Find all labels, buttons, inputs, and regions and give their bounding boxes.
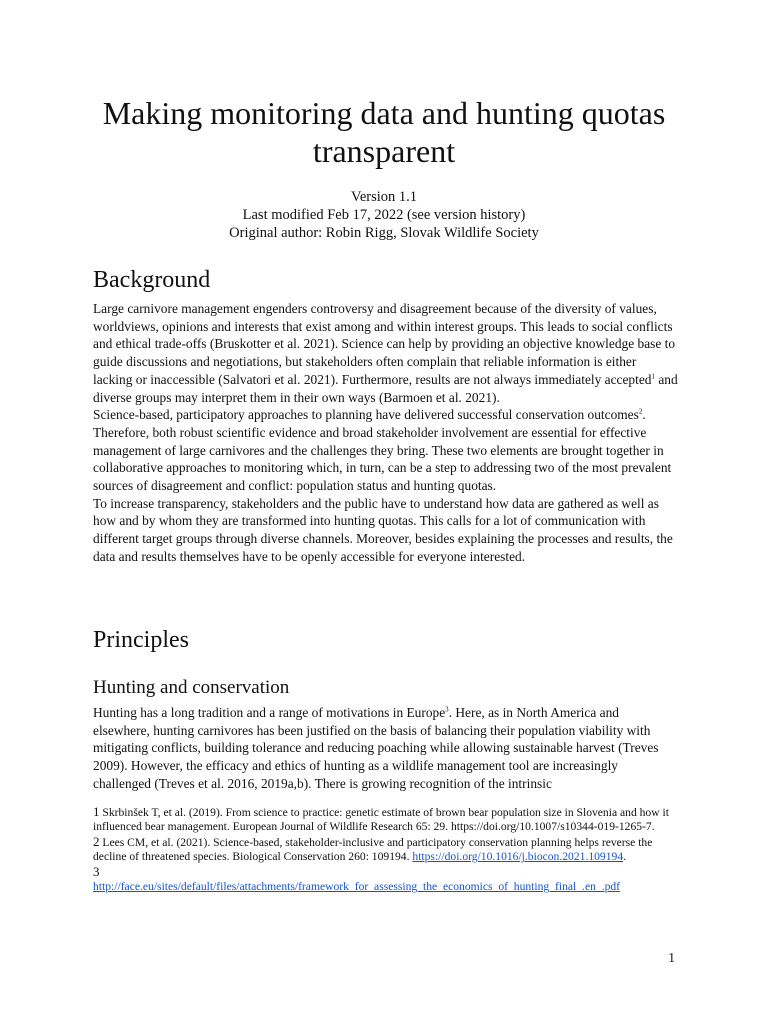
background-paragraph-2 (93, 406, 679, 495)
footnote-number: 3 (93, 863, 100, 879)
footnote-text: Skrbinšek T, et al. (2019). From science to practice: genetic estimate of brown bear population size in Slovenia and how it influenced bear management. European Journal of Wildlife Research 65: 29. https://doi.org/10.1007/s10344-019-1265-7. (93, 806, 669, 834)
paragraph-text: and diverse groups may interpret them in their own ways (Barmoen et al. 2021). (93, 371, 678, 405)
paragraph-text: Hunting has a long tradition and a range of motivations in Europe (93, 705, 446, 720)
principles-heading: Principles (93, 627, 189, 653)
paragraph-text: . Therefore, both robust scientific evidence and broad stakeholder involvement are essential for effective management of large carnivores and the challenges they bring. These two elements are brought together in collaborative approaches to monitoring which, in turn, can be a step to addressing two of the most prevalent sources of disagreement and conflict: population status and hunting quotas. (93, 407, 672, 494)
page-number: 1 (668, 950, 675, 965)
hunting-conservation-heading: Hunting and conservation (93, 677, 290, 698)
last-modified-label: Last modified Feb 17, 2022 (see version history) (242, 207, 526, 223)
paragraph-text: Science-based, participatory approaches to planning have delivered successful conservation outcomes (93, 407, 639, 423)
background-paragraph-1 (93, 300, 679, 406)
footnote-link[interactable]: https://doi.org/10.1016/j.biocon.2021.109194 (412, 850, 624, 864)
background-heading: Background (93, 267, 211, 293)
footnote-ref-3[interactable]: 3 (445, 705, 449, 714)
footnote-3 (93, 865, 679, 895)
footnote-ref-2[interactable]: 2 (638, 407, 643, 416)
footnote-text: Lees CM, et al. (2021). Science-based, stakeholder-inclusive and participatory conservation planning helps reverse the decline of threatened species. Biological Conservation 260: 109194. (93, 835, 653, 864)
paragraph-text: . Here, as in North America and elsewhere, hunting carnivores has been justified on the basis of balancing their population viability with mitigating conflicts, building tolerance and reducing poaching while allowing sustainable harvest (Treves 2009). However, the efficacy and ethics of hunting as a wildlife management tool are increasingly challenged (Treves et al. 2016, 2019a,b). There is growing recognition of the intrinsic (93, 705, 659, 791)
footnotes (93, 805, 679, 894)
document-meta (93, 188, 675, 242)
principles-section (93, 704, 679, 793)
author-label: Original author: Robin Rigg, Slovak Wildlife Society (229, 225, 539, 241)
background-paragraph-3: To increase transparency, stakeholders and the public have to understand how data are gathered as well as how and by whom they are transformed into hunting quotas. This calls for a lot of communication with different target groups through diverse channels. Moreover, besides explaining the processes and results, the data and results themselves have to be openly accessible for everyone interested. (93, 495, 673, 564)
footnote-ref-1[interactable]: 1 (651, 372, 655, 381)
paragraph-text: Large carnivore management engenders controversy and disagreement because of the diversity of values, worldviews, opinions and interests that exist among and within interest groups. This leads to social conflicts and ethical trade-offs (Bruskotter et al. 2021). Science can help by providing an objective knowledge base to guide discussions and negotiations, but stakeholders often complain that reliable information is either lacking or inaccessible (Salvatori et al. 2021). Furthermore, results are not always immediately accepted (93, 301, 676, 387)
footnote-link[interactable]: http://face.eu/sites/default/files/attachments/framework_for_assessing_the_economics_of_hunting_final_.en_.pdf (93, 880, 621, 894)
footnote-number: 2 (93, 833, 100, 849)
version-label: Version 1.1 (350, 189, 418, 205)
principles-paragraph-1 (93, 704, 679, 793)
background-section (93, 300, 679, 566)
document-title: Making monitoring data and hunting quotas transparent (102, 95, 666, 169)
footnote-1 (93, 805, 679, 835)
footnote-text: . (623, 850, 627, 864)
footnote-number: 1 (93, 804, 100, 819)
footnote-2 (93, 835, 679, 865)
